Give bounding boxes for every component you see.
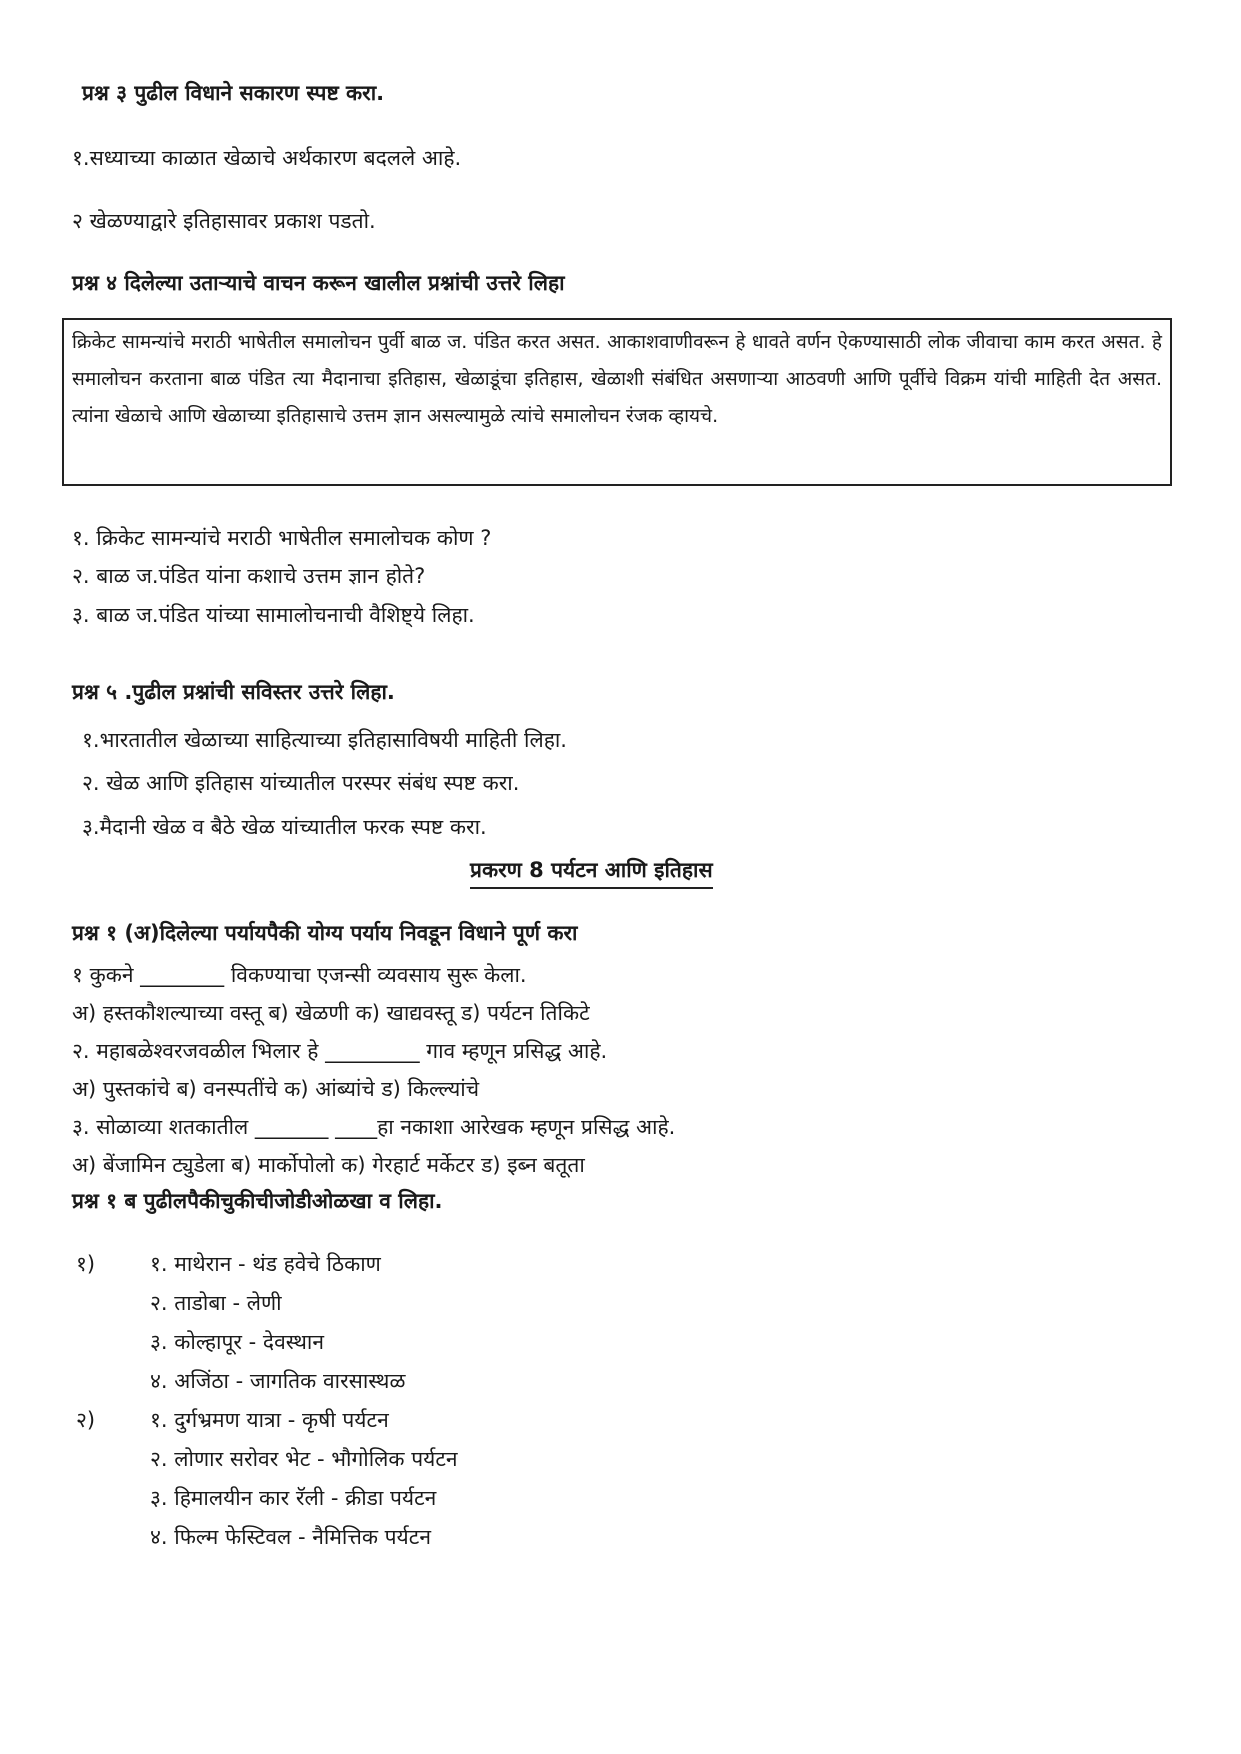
- q3-item-1: १.सध्याच्या काळात खेळाचे अर्थकारण बदलले आहे.: [72, 146, 462, 170]
- q1b-group-2-item-1: १. दुर्गभ्रमण यात्रा - कृषी पर्यटन: [150, 1408, 389, 1432]
- q3-heading: प्रश्न ३ पुढील विधाने सकारण स्पष्ट करा.: [82, 81, 385, 105]
- q1b-group-1-item-4: ४. अजिंठा - जागतिक वारसास्थळ: [150, 1369, 406, 1393]
- q1b-heading: प्रश्न १ ब पुढीलपैकीचुकीचीजोडीओळखा व लिहा.: [72, 1189, 443, 1213]
- q4-item-3: ३. बाळ ज.पंडित यांच्या सामालोचनाची वैशिष्ट्ये लिहा.: [72, 603, 475, 627]
- q4-passage-box: क्रिकेट सामन्यांचे मराठी भाषेतील समालोचन पुर्वी बाळ ज. पंडित करत असत. आकाशवाणीवरून हे धावते वर्णन ऐकण्यासाठी लोक जीवाचा काम करत असत. हे समालोचन करताना बाळ पंडित त्या मैदानाचा इतिहास, खेळाडूंचा इतिहास, खेळाशी संबंधित असणाऱ्या आठवणी आणि पूर्वीचे विक्रम यांची माहिती देत असत. त्यांना खेळाचे आणि खेळाच्या इतिहासाचे उत्तम ज्ञान असल्यामुळे त्यांचे समालोचन रंजक व्हायचे.: [62, 318, 1172, 486]
- q4-item-1: १. क्रिकेट सामन्यांचे मराठी भाषेतील समालोचक कोण ?: [72, 526, 492, 550]
- q1a-options-3: अ) बेंजामिन ट्युडेला ब) मार्कोपोलो क) गेरहार्ट मर्केटर ड) इब्न बतूता: [72, 1153, 585, 1177]
- q1a-line-2: २. महाबळेश्वरजवळील भिलार हे _________ गाव म्हणून प्रसिद्ध आहे.: [72, 1039, 608, 1063]
- q1b-group-1-item-2: २. ताडोबा - लेणी: [150, 1291, 282, 1315]
- q5-item-1: १.भारतातील खेळाच्या साहित्याच्या इतिहासाविषयी माहिती लिहा.: [82, 728, 567, 752]
- q1b-group-1-item-3: ३. कोल्हापूर - देवस्थान: [150, 1330, 325, 1354]
- q1a-line-1: १ कुकने ________ विकण्याचा एजन्सी व्यवसाय सुरू केला.: [72, 963, 527, 987]
- q1b-group-2-number: २): [76, 1408, 96, 1432]
- q1a-line-3: ३. सोळाव्या शतकातील _______ ____हा नकाशा आरेखक म्हणून प्रसिद्ध आहे.: [72, 1115, 676, 1139]
- chapter-title: प्रकरण 8 पर्यटन आणि इतिहास: [470, 855, 713, 889]
- q1a-options-2: अ) पुस्तकांचे ब) वनस्पतींचे क) आंब्यांचे ड) किल्ल्यांचे: [72, 1077, 480, 1101]
- q1b-group-1-item-1: १. माथेरान - थंड हवेचे ठिकाण: [150, 1252, 381, 1276]
- q5-heading: प्रश्न ५ .पुढील प्रश्नांची सविस्तर उत्तरे लिहा.: [72, 680, 395, 704]
- q4-heading: प्रश्न ४ दिलेल्या उताऱ्याचे वाचन करून खालील प्रश्नांची उत्तरे लिहा: [72, 271, 565, 295]
- q1b-group-1-number: १): [76, 1252, 96, 1276]
- q1a-heading: प्रश्न १ (अ)दिलेल्या पर्यायपैकी योग्य पर्याय निवडून विधाने पूर्ण करा: [72, 921, 578, 945]
- q4-item-2: २. बाळ ज.पंडित यांना कशाचे उत्तम ज्ञान होते?: [72, 564, 426, 588]
- q5-item-3: ३.मैदानी खेळ व बैठे खेळ यांच्यातील फरक स्पष्ट करा.: [82, 815, 487, 839]
- q1b-group-2-item-3: ३. हिमालयीन कार रॅली - क्रीडा पर्यटन: [150, 1486, 437, 1510]
- q1b-group-2-item-4: ४. फिल्म फेस्टिवल - नैमित्तिक पर्यटन: [150, 1525, 431, 1549]
- q1b-group-2-item-2: २. लोणार सरोवर भेट - भौगोलिक पर्यटन: [150, 1447, 458, 1471]
- q5-item-2: २. खेळ आणि इतिहास यांच्यातील परस्पर संबंध स्पष्ट करा.: [82, 771, 520, 795]
- q3-item-2: २ खेळण्याद्वारे इतिहासावर प्रकाश पडतो.: [72, 209, 376, 233]
- q1a-options-1: अ) हस्तकौशल्याच्या वस्तू ब) खेळणी क) खाद्यवस्तू ड) पर्यटन तिकिटे: [72, 1001, 590, 1025]
